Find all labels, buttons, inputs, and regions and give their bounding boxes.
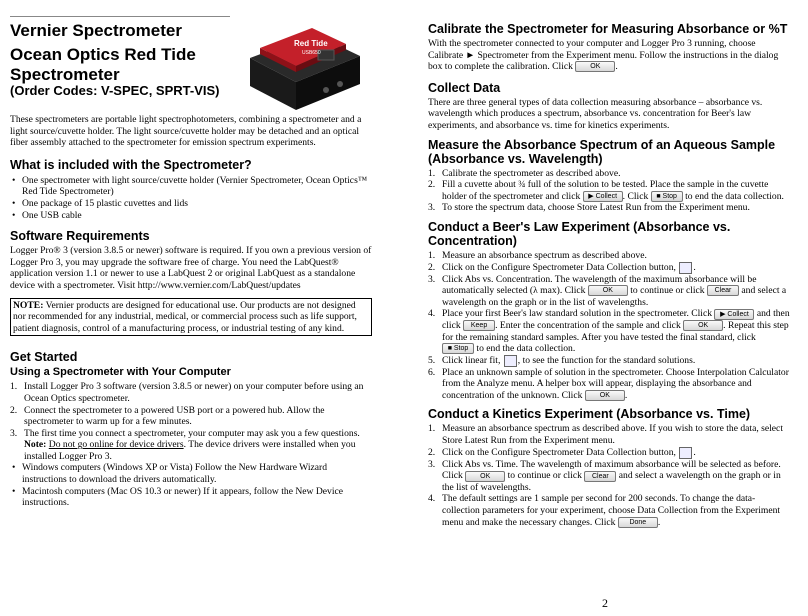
list-item: 3. Click Abs vs. Time. The wavelength of maximum absorbance will be selected as before. Click OK to continue or click Clear and select a wavelength on the graph or in the list of wavelengths. [428, 458, 781, 493]
list-item: 4. Place your first Beer's law standard solution in the spectrometer. Click ▶ Collect and then click Keep . Enter the concentration of the sample and click OK . Repeat this step for the remaining standard samples. After you have tested the final standard, click ■ Stop to end the data collection. [428, 308, 790, 355]
list-item: • One package of 15 plastic cuvettes and lids [12, 197, 188, 209]
get-started-heading: Get Started [10, 350, 78, 365]
ok-button[interactable]: OK [683, 320, 723, 331]
top-rule [10, 16, 230, 17]
keep-button[interactable]: Keep [463, 320, 495, 331]
using-computer-subheading: Using a Spectrometer with Your Computer [10, 366, 231, 379]
software-heading: Software Requirements [10, 229, 150, 244]
note-box [10, 298, 372, 337]
title-line-2: Ocean Optics Red Tide [10, 45, 196, 64]
beers-steps [428, 250, 790, 402]
list-item: 2. Fill a cuvette about ¾ full of the solution to be tested. Place the sample in the cuvette holder of the spectrometer and click ▶ Collect . Click ■ Stop to end the data collection. [428, 179, 784, 202]
list-item: 3. The first time you connect a spectrometer, your computer may ask you a few questions. Note: Do not go online for device drivers. The device drivers were installed when you installed Logger Pro 3. [10, 427, 360, 462]
stop-button[interactable]: ■ Stop [651, 191, 683, 202]
list-item: 1. Calibrate the spectrometer as described above. [428, 167, 621, 179]
calibrate-text: With the spectrometer connected to your computer and Logger Pro 3 running, choose Calibrate ► Spectrometer from the Experiment menu. Follow the instructions in the dialog box to complete the calibration. Click OK . [428, 38, 779, 73]
spectrometer-image [236, 20, 368, 114]
list-item: 1. Install Logger Pro 3 software (version 3.8.5 or newer) on your computer before using an Ocean Optics spectrometer. [10, 381, 364, 404]
clear-button[interactable]: Clear [707, 285, 739, 296]
ok-button[interactable]: OK [588, 285, 628, 296]
measure-heading-2: (Absorbance vs. Wavelength) [428, 151, 603, 166]
done-button[interactable]: Done [618, 517, 658, 528]
collect-button[interactable]: ▶ Collect [714, 309, 754, 320]
list-item: 5. Click linear fit, , to see the function for the standard solutions. [428, 354, 696, 366]
page-number: 2 [602, 596, 608, 610]
measure-heading-1: Measure the Absorbance Spectrum of an Aqueous Sample [428, 137, 776, 152]
software-text: Logger Pro® 3 (version 3.8.5 or newer) software is required. If you own a previous version of Logger Pro 3, you may upgrade the software free of charge. You need the LabQuest® application version 1.1 or newer to use a LabQuest 2 or original LabQuest as a standalone device with a spectrometer. Visit http://www.vernier.com/LabQuest/updates [10, 245, 372, 291]
note-text: Vernier products are designed for educational use. Our products are not designed nor recommended for any industrial, medical, or commercial process such as life support, patient diagnosis, control of a manufacturing process, or industrial testing of any kind. [13, 299, 357, 334]
beers-heading-2: Concentration) [428, 233, 517, 248]
collect-heading: Collect Data [428, 80, 501, 95]
intro-text: These spectrometers are portable light spectrophotometers, combining a spectrometer and a light source/cuvette holder. The light source/cuvette holder may be detached and an optical fiber assembly attached to the spectrometer for emission spectrum experiments. [10, 114, 362, 149]
calibrate-heading: Calibrate the Spectrometer for Measuring Absorbance or %T [428, 22, 788, 36]
list-item: 4. The default settings are 1 sample per second for 200 seconds. To change the data-collection parameters for your experiment, choose Data Collection from the Experiment menu and make the necessary changes. Click Done . [428, 493, 781, 528]
ok-button[interactable]: OK [585, 390, 625, 401]
device-label: Red Tide [294, 39, 328, 48]
list-item: 3. Click Abs vs. Concentration. The wavelength of the maximum absorbance will be automatically selected (λ max). Click OK to continue or click Clear and select a wavelength on the graph or in the list of wavelengths. [428, 273, 787, 308]
ok-button[interactable]: OK [575, 61, 615, 72]
order-codes: (Order Codes: V-SPEC, SPRT-VIS) [10, 83, 220, 98]
list-item: 2. Click on the Configure Spectrometer Data Collection button, . [428, 261, 696, 273]
kinetics-steps [428, 423, 790, 528]
included-list [10, 175, 372, 221]
list-item: 2. Connect the spectrometer to a powered USB port or a powered hub. Allow the spectrometer to warm up for a few minutes. [10, 404, 325, 428]
collect-button[interactable]: ▶ Collect [583, 191, 623, 202]
configure-spectrometer-icon[interactable] [679, 262, 692, 274]
ok-button[interactable]: OK [465, 471, 505, 482]
driver-list [10, 462, 372, 508]
measure-steps [428, 168, 790, 214]
stop-button[interactable]: ■ Stop [442, 343, 474, 354]
list-item: • One USB cable [12, 209, 82, 221]
beers-heading-1: Conduct a Beer's Law Experiment (Absorbance vs. [428, 219, 731, 234]
linear-fit-icon[interactable] [504, 355, 517, 367]
list-item: 3. To store the spectrum data, choose Store Latest Run from the Experiment menu. [428, 202, 750, 214]
note-label: NOTE: [13, 299, 44, 311]
title-line-1: Vernier Spectrometer [10, 21, 182, 40]
kinetics-heading: Conduct a Kinetics Experiment (Absorbance vs. Time) [428, 407, 751, 422]
list-item: 1. Measure an absorbance spectrum as described above. If you wish to store the data, select Store Latest Run from the Experiment menu. [428, 423, 783, 447]
device-sublabel: USB650 [302, 50, 321, 56]
collect-text: There are three general types of data collection measuring absorbance – absorbance vs. wavelength which produces a spectrum, absorbance vs. concentration for Beer's law experiments, and absorbance vs. time for kinetics experiments. [428, 96, 763, 131]
list-item: 2. Click on the Configure Spectrometer Data Collection button, . [428, 446, 696, 458]
list-item: 1. Measure an absorbance spectrum as described above. [428, 249, 647, 261]
configure-spectrometer-icon[interactable] [679, 447, 692, 459]
list-item: 6. Place an unknown sample of solution in the spectrometer. Choose Interpolation Calculator from the Analyze menu. A helper box will appear, displaying the absorbance and concentration of the unknown. Click OK . [428, 366, 789, 401]
included-heading: What is included with the Spectrometer? [10, 157, 252, 172]
clear-button[interactable]: Clear [584, 471, 616, 482]
list-item: • Macintosh computers (Mac OS 10.3 or newer) If it appears, follow the New Device instructions. [12, 485, 344, 509]
setup-steps [10, 381, 372, 462]
list-item: • Windows computers (Windows XP or Vista) Follow the New Hardware Wizard instructions to download the drivers automatically. [12, 462, 328, 486]
list-item: • One spectrometer with light source/cuvette holder (Vernier Spectrometer, Ocean Optics™ Red Tide Spectrometer) [12, 174, 368, 198]
title-line-3: Spectrometer [10, 65, 120, 84]
